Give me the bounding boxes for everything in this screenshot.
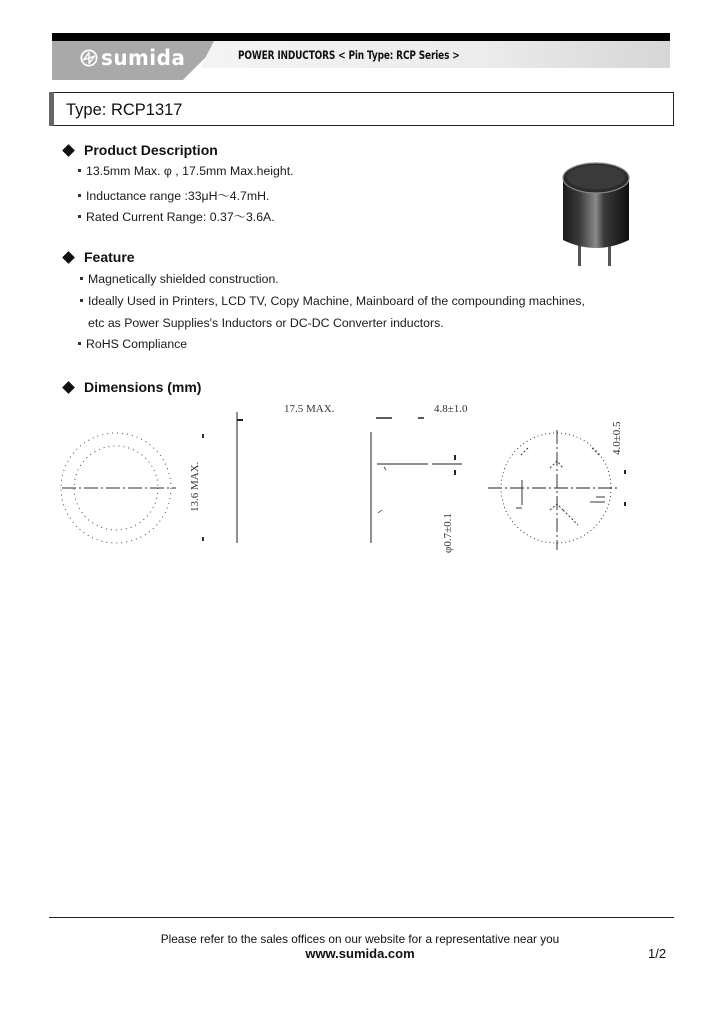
dimensions-heading (62, 379, 201, 395)
feature-item (80, 272, 279, 286)
diamond-bullet-icon (62, 381, 75, 394)
description-item (78, 207, 275, 225)
feature-text: Ideally Used in Printers, LCD TV, Copy Machine, Mainboard of the compounding machines, (88, 294, 585, 308)
type-box-accent (49, 92, 54, 126)
bullet-dot-icon (80, 299, 83, 302)
bullet-dot-icon (80, 277, 83, 280)
section-title: Feature (84, 249, 135, 265)
footer-divider (49, 917, 674, 918)
feature-heading (62, 249, 135, 265)
diameter-dimension: 13.6 MAX. (189, 461, 201, 512)
page-number: 1/2 (648, 946, 667, 961)
website-link[interactable]: www.sumida.com (305, 946, 415, 961)
product-photo (556, 150, 636, 270)
part-type-label: Type: RCP1317 (66, 101, 183, 119)
pin-length-dimension: 4.8±1.0 (434, 403, 468, 415)
sumida-logo-icon (80, 49, 98, 67)
section-title: Product Description (84, 142, 218, 158)
header-top-bar (52, 33, 670, 41)
brand-name: sumida (101, 46, 186, 70)
bullet-dot-icon (78, 169, 81, 172)
description-text: 13.5mm Max. φ , 17.5mm Max.height. (86, 164, 294, 178)
bottom-view (488, 430, 625, 550)
bullet-dot-icon (78, 215, 81, 218)
sumida-logo (80, 45, 190, 71)
diamond-bullet-icon (62, 144, 75, 157)
description-text: Rated Current Range: 0.37～3.6A. (86, 210, 275, 224)
pin-diameter-dimension: φ0.7±0.1 (442, 513, 454, 553)
header-title: POWER INDUCTORS < Pin Type: RCP Series > (238, 48, 460, 62)
height-dimension: 17.5 MAX. (284, 403, 335, 415)
section-title: Dimensions (mm) (84, 379, 202, 395)
footer-note: Please refer to the sales offices on our website for a representative near you (160, 932, 560, 946)
description-text: Inductance range :33μH～4.7mH. (86, 189, 270, 203)
diamond-bullet-icon (62, 251, 75, 264)
feature-text: RoHS Compliance (86, 337, 188, 351)
feature-item-continuation (88, 316, 444, 330)
side-view (237, 412, 462, 543)
feature-text: Magnetically shielded construction. (88, 272, 279, 286)
top-view (61, 433, 203, 543)
feature-item (80, 294, 585, 308)
description-item (78, 186, 269, 204)
description-item (78, 164, 294, 178)
feature-text: etc as Power Supplies's Inductors or DC-DC Converter inductors. (88, 316, 444, 330)
product-description-heading (62, 142, 218, 158)
bullet-dot-icon (78, 194, 81, 197)
feature-item (78, 337, 187, 351)
bullet-dot-icon (78, 342, 81, 345)
pin-pitch-dimension: 4.0±0.5 (611, 421, 623, 455)
